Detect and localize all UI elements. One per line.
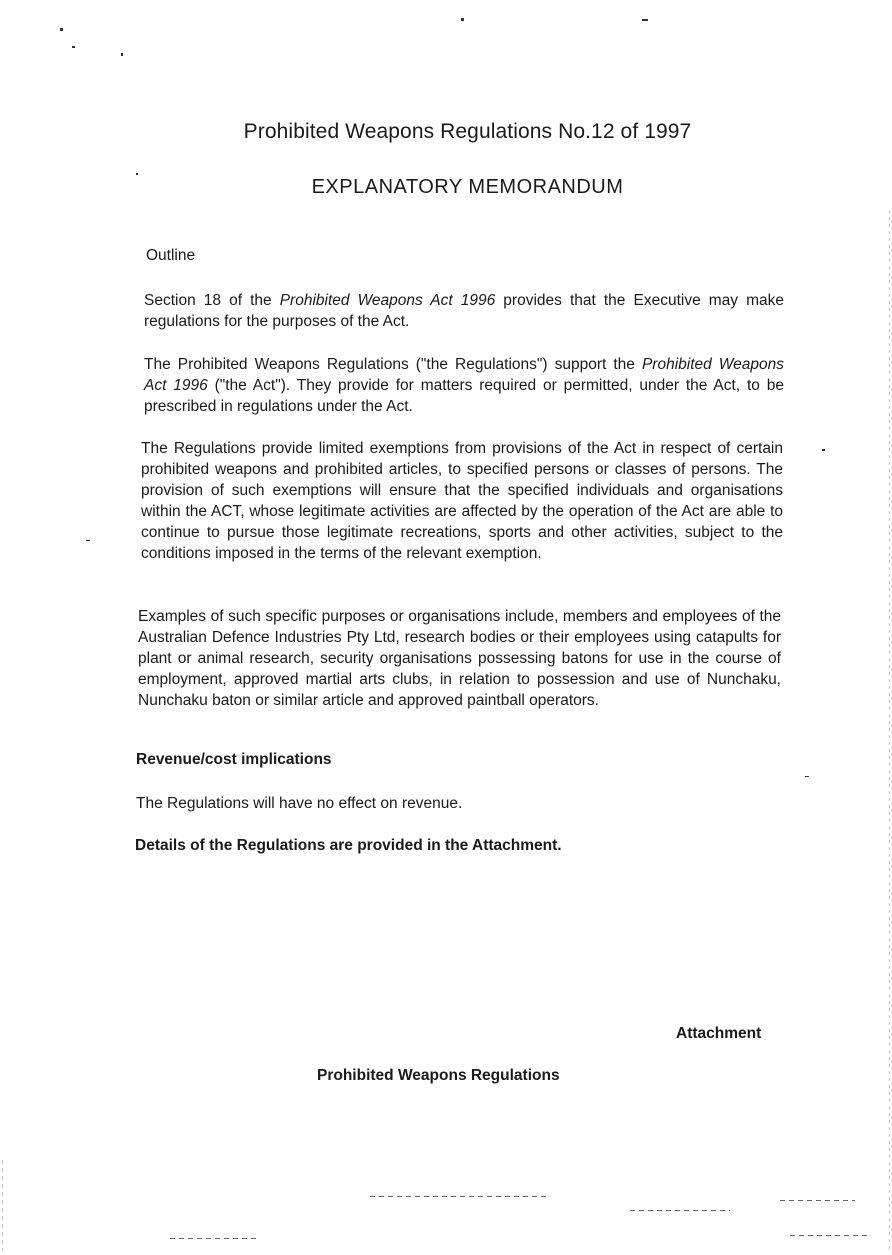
outline-label: Outline: [146, 247, 196, 264]
scan-speck: [60, 28, 63, 31]
scan-dash-line: [790, 1235, 870, 1236]
paragraph-text: The Prohibited Weapons Regulations ("the Regulations") support the: [144, 356, 642, 373]
paragraph-text: ("the Act"). They provide for matters required or permitted, under the Act, to be prescribed in regulations under the Act.: [144, 377, 784, 415]
details-text: Details of the Regulations are provided in the Attachment.: [135, 837, 562, 854]
scan-speck: [86, 540, 90, 541]
paragraph-examples: Examples of such specific purposes or organisations include, members and employees of the Australian Defence Industries Pty Ltd, research bodies or their employees using catapults for plant or animal research, security organisations possessing batons for use in the course of employment, approved martial arts clubs, in relation to possession and use of Nunchaku, Nunchaku baton or similar article and approved paintball operators.: [138, 608, 781, 709]
scan-speck: [822, 449, 825, 451]
scan-speck: [805, 776, 809, 777]
scan-speck: [72, 46, 75, 48]
scan-edge-right: [889, 210, 890, 1250]
scan-dash-line: [370, 1196, 550, 1197]
paragraph-section-18: [144, 290, 784, 332]
paragraph-text: provides that the Executive may make regulations for the purposes of the Act.: [144, 292, 785, 330]
scan-dash-line: [170, 1238, 260, 1239]
attachment-title: Prohibited Weapons Regulations: [317, 1067, 560, 1084]
act-name: Prohibited Weapons Act 1996: [279, 292, 496, 309]
document-heading: EXPLANATORY MEMORANDUM: [311, 176, 624, 198]
scan-speck: [136, 173, 138, 175]
scan-dash-line: [630, 1210, 730, 1211]
revenue-label: Revenue/cost implications: [136, 751, 332, 768]
scan-speck: [121, 53, 123, 56]
act-name: Prohibited Weapons Act 1996: [144, 356, 784, 394]
revenue-text: The Regulations will have no effect on revenue.: [136, 795, 463, 812]
attachment-label: Attachment: [676, 1025, 762, 1042]
paragraph-text: Section 18 of the: [144, 292, 280, 309]
document-title: Prohibited Weapons Regulations No.12 of 1997: [243, 120, 692, 143]
paragraph-regulations-support: [144, 354, 784, 417]
scan-edge-left: [2, 1160, 3, 1250]
scan-speck: [461, 18, 464, 21]
scan-speck: [642, 19, 648, 21]
scan-dash-line: [780, 1200, 855, 1201]
paragraph-exemptions: The Regulations provide limited exemptions from provisions of the Act in respect of certain prohibited weapons and prohibited articles, to specified persons or classes of persons. The provision of such exemptions will ensure that the specified individuals and organisations within the ACT, whose legitimate activities are affected by the operation of the Act are able to continue to pursue those legitimate recreations, sports and other activities, subject to the conditions imposed in the terms of the relevant exemption.: [141, 440, 783, 562]
